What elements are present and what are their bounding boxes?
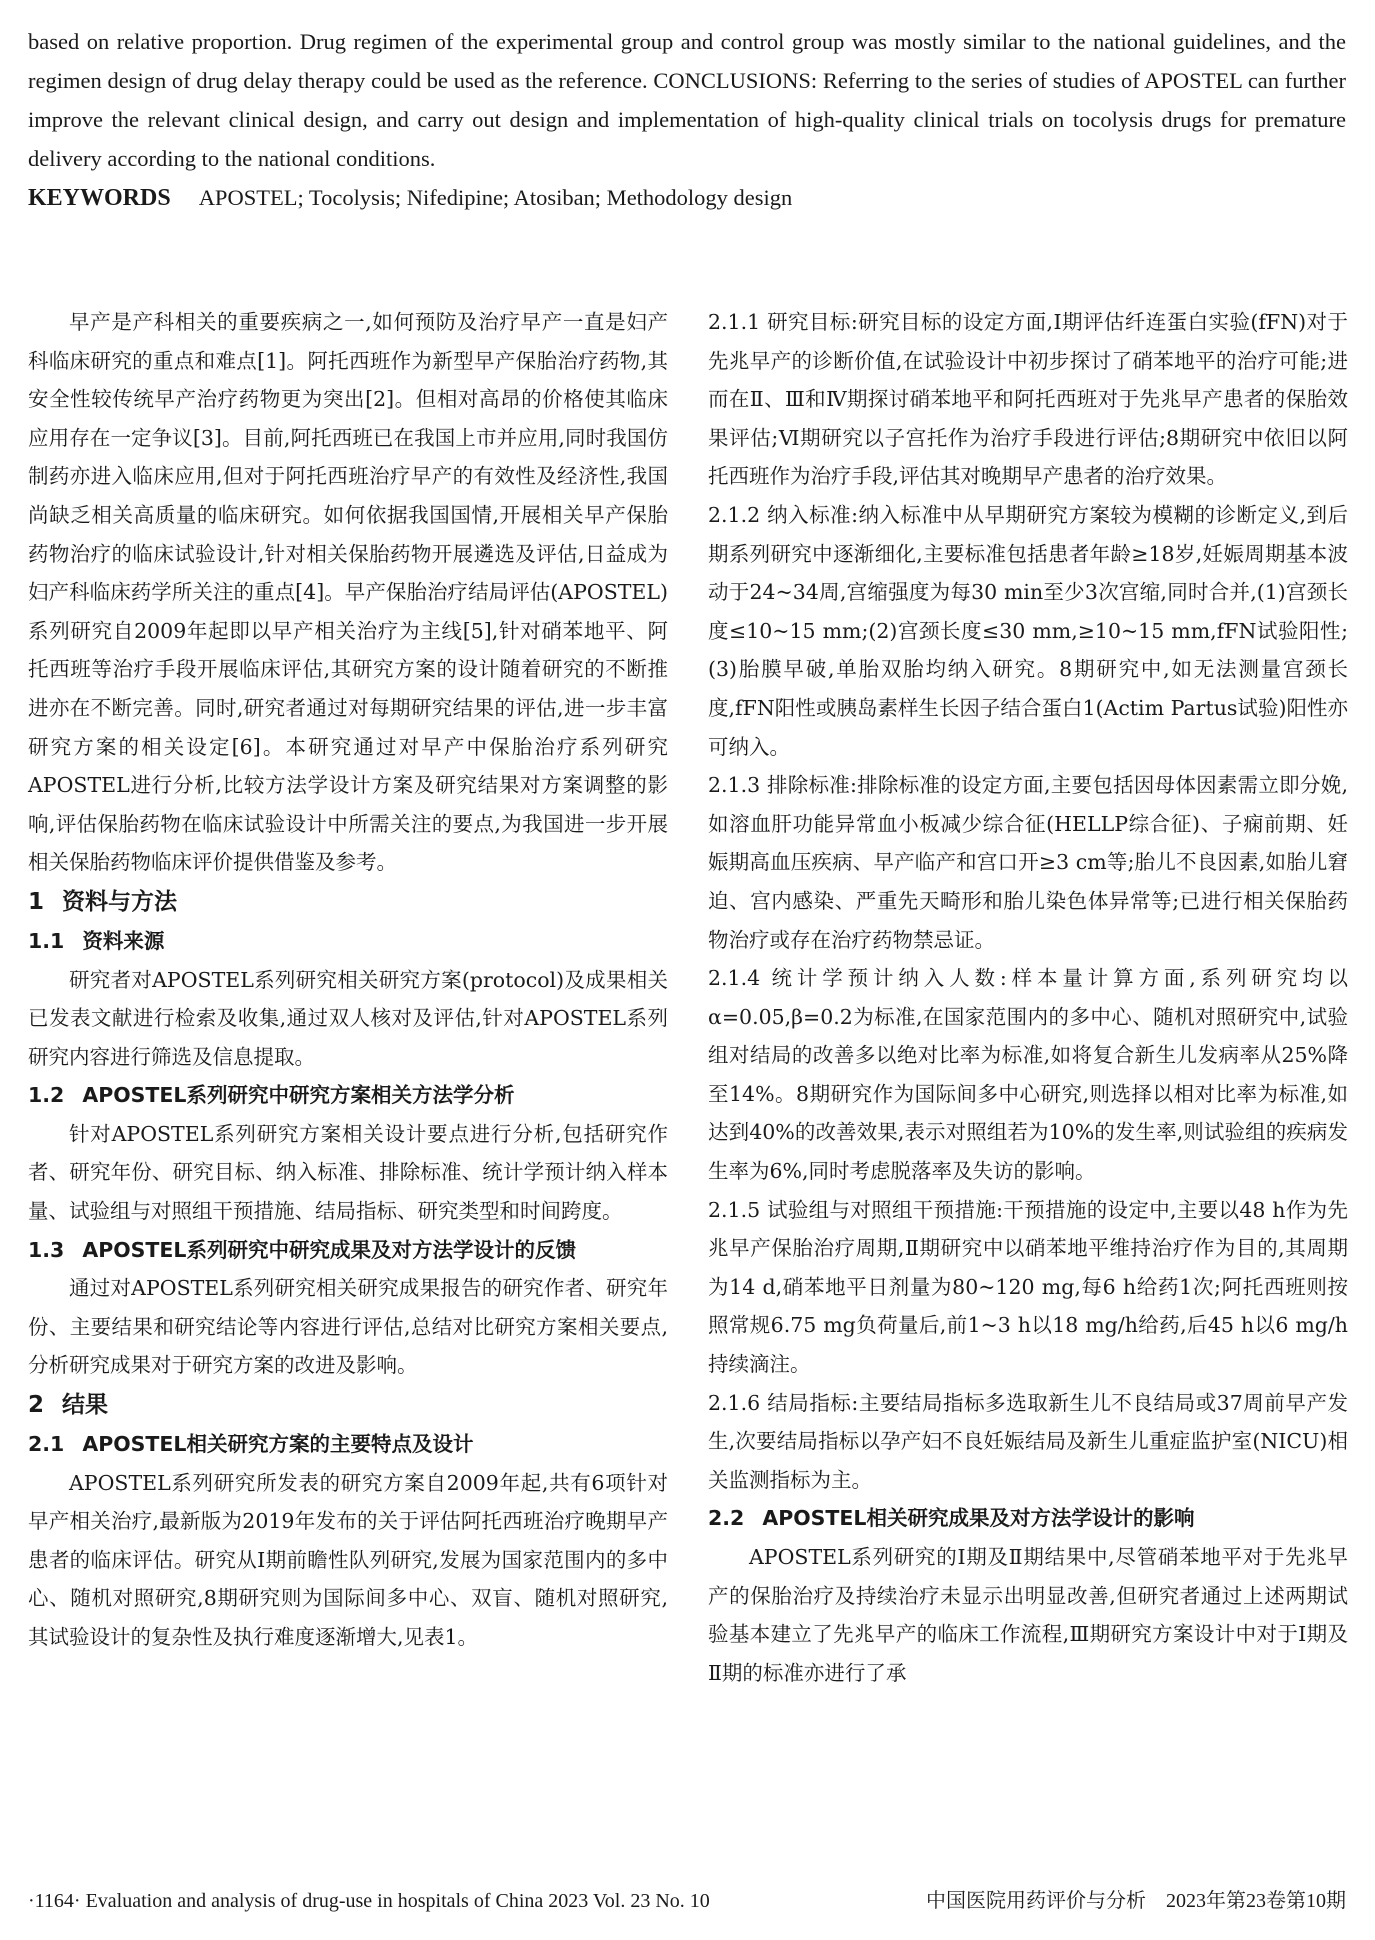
- subsection-heading-1-1: [28, 922, 668, 961]
- paragraph-2-1-5: 2.1.5 试验组与对照组干预措施:干预措施的设定中,主要以48 h作为先兆早产保胎治疗周期,Ⅱ期研究中以硝苯地平维持治疗作为目的,其周期为14 d,硝苯地平日剂量为80~120 mg,每6 h给药1次;阿托西班则按照常规6.75 mg负荷量后,前1~3 h以18 mg/h给药,后45 h以6 mg/h持续滴注。: [708, 1197, 1348, 1377]
- section-number: 2.1: [28, 1432, 65, 1457]
- section-number: 1.2: [28, 1083, 65, 1108]
- section-title: APOSTEL相关研究成果及对方法学设计的影响: [762, 1506, 1195, 1531]
- section-number: 1.1: [28, 928, 65, 953]
- subsection-heading-1-2: [28, 1076, 668, 1115]
- paragraph-1-1: 研究者对APOSTEL系列研究相关研究方案(protocol)及成果相关已发表文献进行检索及收集,通过双人核对及评估,针对APOSTEL系列研究内容进行筛选及信息提取。: [28, 967, 668, 1069]
- paragraph-2-1-1: 2.1.1 研究目标:研究目标的设定方面,Ⅰ期评估纤连蛋白实验(fFN)对于先兆早产的诊断价值,在试验设计中初步探讨了硝苯地平的治疗可能;进而在Ⅱ、Ⅲ和Ⅳ期探讨硝苯地平和阿托西班对于先兆早产患者的保胎效果评估;Ⅵ期研究以子宫托作为治疗手段进行评估;8期研究中依旧以阿托西班作为治疗手段,评估其对晚期早产患者的治疗效果。: [708, 310, 1348, 489]
- paragraph-2-2: APOSTEL系列研究的Ⅰ期及Ⅱ期结果中,尽管硝苯地平对于先兆早产的保胎治疗及持续治疗未显示出明显改善,但研究者通过上述两期试验基本建立了先兆早产的临床工作流程,Ⅲ期研究方案设计中对于Ⅰ期及Ⅱ期的标准亦进行了承: [708, 1545, 1348, 1685]
- section-title: APOSTEL系列研究中研究成果及对方法学设计的反馈: [82, 1237, 576, 1262]
- section-title: 结果: [62, 1392, 109, 1419]
- footer-journal-chinese: 中国医院用药评价与分析 2023年第23卷第10期: [926, 1890, 1346, 1912]
- section-number: 2: [28, 1392, 45, 1419]
- section-title: APOSTEL相关研究方案的主要特点及设计: [82, 1432, 474, 1457]
- subsection-heading-1-3: [28, 1231, 668, 1270]
- keywords-label: KEYWORDS: [28, 185, 171, 211]
- paragraph-2-1-6: 2.1.6 结局指标:主要结局指标多选取新生儿不良结局或37周前早产发生,次要结局指标以孕产妇不良妊娠结局及新生儿重症监护室(NICU)相关监测指标为主。: [708, 1390, 1348, 1492]
- section-title: 资料来源: [82, 928, 165, 953]
- abstract-section: [28, 22, 1346, 218]
- left-column: [28, 303, 668, 1657]
- keywords-line: [28, 178, 1346, 218]
- paragraph-2-1-2: 2.1.2 纳入标准:纳入标准中从早期研究方案较为模糊的诊断定义,到后期系列研究中逐渐细化,主要标准包括患者年龄≥18岁,妊娠周期基本波动于24~34周,宫缩强度为每30 min至少3次宫缩,同时合并,(1)宫颈长度≤10~15 mm;(2)宫颈长度≤30 mm,≥10~15 mm,fFN试验阳性;(3)胎膜早破,单胎双胎均纳入研究。8期研究中,如无法测量宫颈长度,fFN阳性或胰岛素样生长因子结合蛋白1(Actim Partus试验)阳性亦可纳入。: [708, 502, 1348, 759]
- paragraph-2-1-3: 2.1.3 排除标准:排除标准的设定方面,主要包括因母体因素需立即分娩,如溶血肝功能异常血小板减少综合征(HELLP综合征)、子痫前期、妊娠期高血压疾病、早产临产和宫口开≥3 cm等;胎儿不良因素,如胎儿窘迫、宫内感染、严重先天畸形和胎儿染色体异常等;已进行相关保胎药物治疗或存在治疗药物禁忌证。: [708, 773, 1348, 952]
- abstract-text: based on relative proportion. Drug regimen of the experimental group and control group was mostly similar to the national guidelines, and the regimen design of drug delay therapy could be used as the reference. CONCLUSIONS: Referring to the series of studies of APOSTEL can further improve the relevant clinical design, and carry out design and implementation of high-quality clinical trials on tocolysis drugs for premature delivery according to the national conditions.: [28, 29, 1346, 171]
- footer-journal-english: ·1164· Evaluation and analysis of drug-use in hospitals of China 2023 Vol. 23 No. 10: [28, 1890, 710, 1912]
- paragraph-2-1: APOSTEL系列研究所发表的研究方案自2009年起,共有6项针对早产相关治疗,最新版为2019年发布的关于评估阿托西班治疗晚期早产患者的临床评估。研究从Ⅰ期前瞻性队列研究,发展为国家范围内的多中心、随机对照研究,8期研究则为国际间多中心、双盲、随机对照研究,其试验设计的复杂性及执行难度逐渐增大,见表1。: [28, 1470, 668, 1649]
- subsection-heading-2-1: [28, 1425, 668, 1464]
- section-number: 1: [28, 888, 45, 915]
- intro-paragraph: 早产是产科相关的重要疾病之一,如何预防及治疗早产一直是妇产科临床研究的重点和难点[1]。阿托西班作为新型早产保胎治疗药物,其安全性较传统早产治疗药物更为突出[2]。但相对高昂的价格使其临床应用存在一定争议[3]。目前,阿托西班已在我国上市并应用,同时我国仿制药亦进入临床应用,但对于阿托西班治疗早产的有效性及经济性,我国尚缺乏相关高质量的临床研究。如何依据我国国情,开展相关早产保胎药物治疗的临床试验设计,针对相关保胎药物开展遴选及评估,日益成为妇产科临床药学所关注的重点[4]。早产保胎治疗结局评估(APOSTEL)系列研究自2009年起即以早产相关治疗为主线[5],针对硝苯地平、阿托西班等治疗手段开展临床评估,其研究方案的设计随着研究的不断推进亦在不断完善。同时,研究者通过对每期研究结果的评估,进一步丰富研究方案的相关设定[6]。本研究通过对早产中保胎治疗系列研究APOSTEL进行分析,比较方法学设计方案及研究结果对方案调整的影响,评估保胎药物在临床试验设计中所需关注的要点,为我国进一步开展相关保胎药物临床评价提供借鉴及参考。: [28, 310, 668, 875]
- section-heading-2: [28, 1385, 668, 1425]
- paragraph-1-2: 针对APOSTEL系列研究方案相关设计要点进行分析,包括研究作者、研究年份、研究目标、纳入标准、排除标准、统计学预计纳入样本量、试验组与对照组干预措施、结局指标、研究类型和时间跨度。: [28, 1121, 668, 1224]
- section-number: 2.2: [708, 1506, 745, 1531]
- paragraph-2-1-4: 2.1.4 统计学预计纳入人数:样本量计算方面,系列研究均以α=0.05,β=0.2为标准,在国家范围内的多中心、随机对照研究中,试验组对结局的改善多以绝对比率为标准,如将复合新生儿发病率从25%降至14%。8期研究作为国际间多中心研究,则选择以相对比率为标准,如达到40%的改善效果,表示对照组若为10%的发生率,则试验组的疾病发生率为6%,同时考虑脱落率及失访的影响。: [708, 966, 1348, 1184]
- section-heading-1: [28, 882, 668, 922]
- paragraph-1-3: 通过对APOSTEL系列研究相关研究成果报告的研究作者、研究年份、主要结果和研究结论等内容进行评估,总结对比研究方案相关要点,分析研究成果对于研究方案的改进及影响。: [28, 1276, 668, 1378]
- keywords-text: APOSTEL; Tocolysis; Nifedipine; Atosiban; Methodology design: [198, 185, 793, 210]
- section-title: APOSTEL系列研究中研究方案相关方法学分析: [82, 1083, 515, 1108]
- right-column: [708, 303, 1348, 1692]
- subsection-heading-2-2: [708, 1499, 1348, 1538]
- section-title: 资料与方法: [62, 888, 178, 915]
- section-number: 1.3: [28, 1237, 65, 1262]
